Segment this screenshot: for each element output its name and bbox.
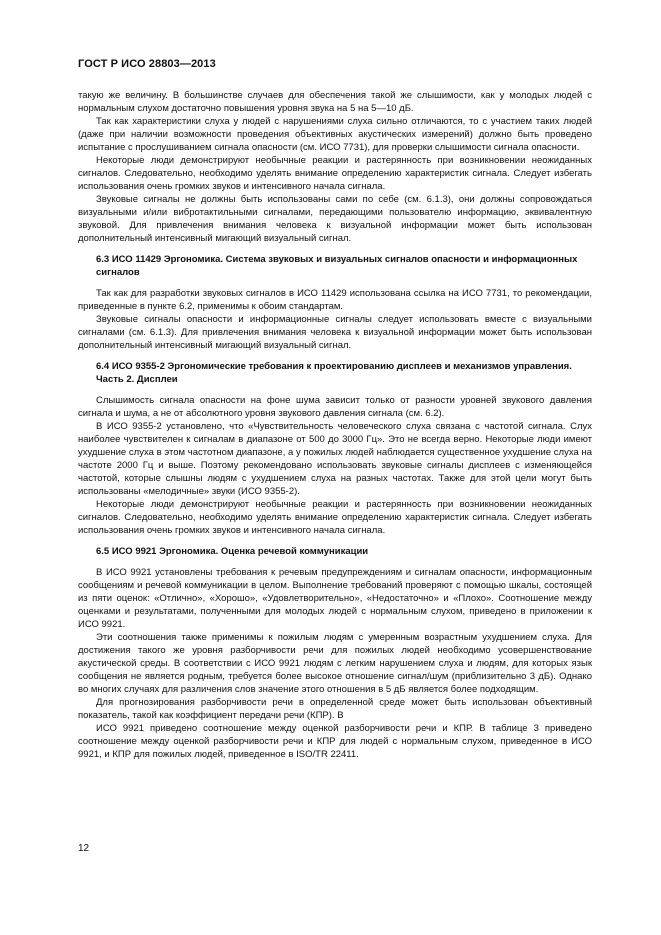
paragraph: В ИСО 9921 установлены требования к речевым предупреждениям и сигналам опасности, информационным сообщениям и речевой коммуникации в целом. Выполнение требований проверяют с помощью шкалы, состоящей из пяти оценок: «Отлично», «Хорошо», «Удовлетворительно», «Недостаточно» и «Плохо». Соотношение между оценками и результатами, полученными для молодых людей с нормальным слухом, приведено в приложении к ИСО 9921. (78, 567, 592, 630)
section-heading-6-3: 6.3 ИСО 11429 Эргономика. Система звуковых и визуальных сигналов опасности и информационных сигналов (96, 254, 578, 278)
section-heading-6-4: 6.4 ИСО 9355-2 Эргономические требования к проектированию дисплеев и механизмов управления. Часть 2. Дисплеи (96, 361, 572, 385)
paragraph: Эти соотношения также применимы к пожилым людям с умеренным возрастным ухудшением слуха. Для достижения такого же уровня разборчивости речи для пожилых людей необходимо усовершенствование акустической среды. В соответствии с ИСО 9921 людям с легким нарушением слуха и людям, для которых язык сообщения не является родным, требуется более высокое отношение сигнал/шум (приблизительно 3 дБ). Однако во многих случаях для различения слов значение этого отношения в 5 дБ является более подходящим. (78, 632, 592, 695)
paragraph: Для прогнозирования разборчивости речи в определенной среде может быть использован объективный показатель, такой как коэффициент передачи речи (КПР). В (78, 697, 592, 721)
document-header: ГОСТ Р ИСО 28803—2013 (78, 58, 216, 70)
paragraph: В ИСО 9355-2 установлено, что «Чувствительность человеческого слуха связана с частотой сигнала. Слух наиболее чувствителен к сигналам в диапазоне от 500 до 3000 Гц». Это не всегда верно. Некоторые люди имеют ухудшение слуха в этом частотном диапазоне, а у пожилых людей наблюдается существенное ухудшение слуха на частоте 2000 Гц и выше. Поэтому рекомендовано использовать звуковые сигналы дисплеев с изменяющейся частотой, которые слышны людям с ухудшением слуха на разных частотах. Также для этой цели могут быть использованы «мелодичные» звуки (ИСО 9355-2). (78, 421, 592, 497)
section-heading-6-5: 6.5 ИСО 9921 Эргономика. Оценка речевой коммуникации (96, 546, 369, 557)
paragraph: Некоторые люди демонстрируют необычные реакции и растерянность при возникновении неожиданных сигналов. Следовательно, необходимо уделять внимание определению характеристик сигнала. Следует избегать использования очень громких звуков и интенсивного начала сигнала. (78, 499, 592, 536)
paragraph: Так как для разработки звуковых сигналов в ИСО 11429 использована ссылка на ИСО 7731, то рекомендации, приведенные в пункте 6.2, применимы к обоим стандартам. (78, 288, 592, 312)
paragraph: Так как характеристики слуха у людей с нарушениями слуха сильно отличаются, то с участием таких людей (даже при наличии возможности проведения объективных акустических измерений) должно быть проведено испытание с прослушиванием сигнала опасности (см. ИСО 7731), для проверки слышимости сигнала опасности. (78, 116, 592, 153)
paragraph: Слышимость сигнала опасности на фоне шума зависит только от разности уровней звукового давления сигнала и шума, а не от абсолютного уровня звукового давления сигнала (см. 6.2). (78, 395, 592, 419)
paragraph: такую же величину. В большинстве случаев для обеспечения такой же слышимости, как у молодых людей с нормальным слухом достаточно повышения уровня звука на 5 на 5—10 дБ. (78, 90, 592, 114)
paragraph: Некоторые люди демонстрируют необычные реакции и растерянность при возникновении неожиданных сигналов. Следовательно, необходимо уделять внимание определению характеристик сигнала. Следует избегать использования очень громких звуков и интенсивного начала сигнала. (78, 155, 592, 192)
page-number: 12 (78, 843, 90, 854)
paragraph: ИСО 9921 приведено соотношение между оценкой разборчивости речи и КПР. В таблице 3 приведено соотношение между оценкой разборчивости речи и КПР для людей с нормальным слухом, приведенное в ИСО 9921, и КПР для пожилых людей, приведенное в ISO/TR 22411. (78, 723, 592, 760)
paragraph: Звуковые сигналы опасности и информационные сигналы следует использовать вместе с визуальными сигналами (см. 6.1.3). Для привлечения внимания человека к визуальной информации может быть использован дополнительный интенсивный мигающий визуальный сигнал. (78, 314, 592, 351)
paragraph: Звуковые сигналы не должны быть использованы сами по себе (см. 6.1.3), они должны сопровождаться визуальными и/или вибротактильными сигналами, передающими пользователю информацию, эквивалентную звуковой. Для привлечения внимания человека к визуальной информации может быть использован дополнительный интенсивный мигающий визуальный сигнал. (78, 194, 592, 244)
document-body (78, 89, 592, 761)
